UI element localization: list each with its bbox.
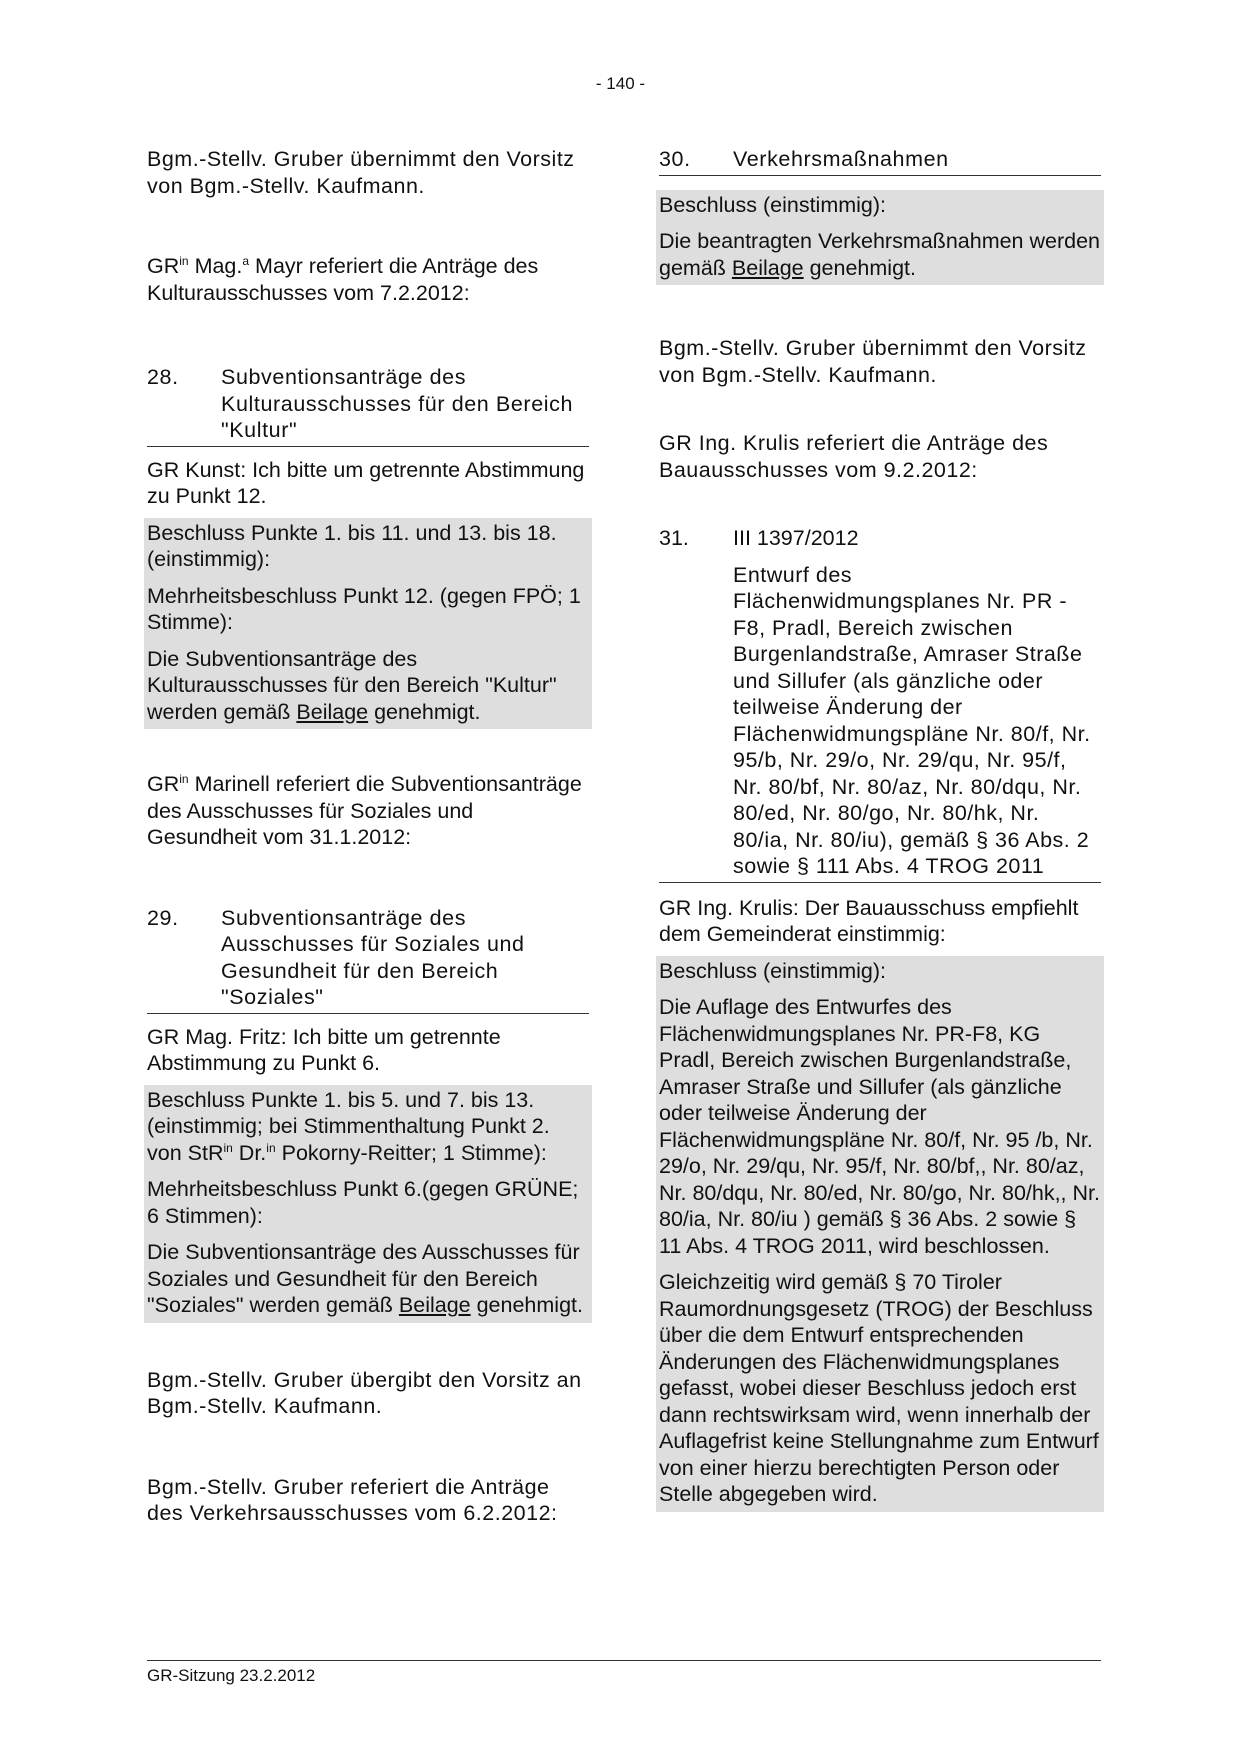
rapporteur-paragraph: Bgm.-Stellv. Gruber referiert die Anträge des Verkehrsausschusses vom 6.2.2012: bbox=[147, 1474, 558, 1525]
resolution-box bbox=[144, 1085, 592, 1323]
item-reference: III 1397/2012 bbox=[733, 526, 859, 550]
left-column bbox=[147, 146, 589, 1527]
page-number: - 140 - bbox=[595, 74, 646, 93]
chair-change-paragraph: Bgm.-Stellv. Gruber übernimmt den Vorsitz von Bgm.-Stellv. Kaufmann. bbox=[659, 336, 1087, 387]
resolution-text: Beschluss Punkte 1. bis 11. und 13. bis 18. (einstimmig): bbox=[147, 520, 557, 571]
resolution-text: Beschluss (einstimmig): bbox=[659, 192, 886, 217]
resolution-body: Die Subventionsanträge des Ausschusses für Soziales und Gesundheit für den Bereich "Soziales" werden gemäß Beilage genehmigt. bbox=[147, 1240, 583, 1317]
resolution-body: Die beantragten Verkehrsmaßnahmen werden gemäß Beilage genehmigt. bbox=[659, 229, 1101, 280]
footer: GR-Sitzung 23.2.2012 bbox=[147, 1666, 316, 1685]
item-number: 31. bbox=[659, 526, 689, 550]
majority-resolution-text: Mehrheitsbeschluss Punkt 6.(gegen GRÜNE; 6 Stimmen): bbox=[147, 1177, 579, 1228]
item-title: Subventionsanträge des Kulturausschusses für den Bereich "Kultur" bbox=[221, 365, 574, 442]
heading-rule bbox=[659, 882, 1101, 883]
rapporteur-paragraph: $GR^{in}$ Marinell referiert die Subventionsanträge des Ausschusses für Soziales und Gesundheit vom 31.1.2012: bbox=[147, 771, 582, 849]
beilage-link[interactable]: Beilage bbox=[398, 1293, 471, 1317]
resolution-body: Die Auflage des Entwurfes des Flächenwidmungsplanes Nr. PR-F8, KG Pradl, Bereich zwischen Burgenlandstraße, Amraser Straße und Sillufer (als gänzliche oder teilweise Änderung der Flächenwidmungspläne Nr. 80/f, Nr. 95 /b, Nr. 29/o, Nr. 29/qu, Nr. 95/f, Nr. 80/bf,, Nr. 80/az, Nr. 80/dqu, Nr. 80/ed, Nr. 80/go, Nr. 80/hk,, Nr. 80/ia, Nr. 80/iu ) gemäß § 36 Abs. 2 sowie § 11 Abs. 4 TROG 2011, wird beschlossen. bbox=[659, 995, 1100, 1258]
resolution-body-2: Gleichzeitig wird gemäß § 70 Tiroler Raumordnungsgesetz (TROG) der Beschluss über die dem Entwurf entsprechenden Änderungen des Flächenwidmungsplanes gefasst, wobei dieser Beschluss jedoch erst dann rechtswirksam wird, wenn innerhalb der Auflagefrist keine Stellungnahme zum Entwurf von einer hierzu berechtigten Person oder Stelle abgegeben wird. bbox=[659, 1270, 1099, 1506]
resolution-box bbox=[656, 190, 1104, 286]
item-number: 28. bbox=[147, 365, 179, 389]
item-title: Verkehrsmaßnahmen bbox=[733, 147, 949, 171]
item-28-heading bbox=[147, 364, 589, 447]
item-30-heading bbox=[659, 146, 1101, 176]
item-number: 30. bbox=[659, 147, 691, 171]
rapporteur-paragraph: GR Ing. Krulis referiert die Anträge des Bauausschusses vom 9.2.2012: bbox=[659, 431, 1049, 482]
rapporteur-paragraph: $GR^{in}$ Mag.$^a$ Mayr referiert die Anträge des Kulturausschusses vom 7.2.2012: bbox=[147, 253, 539, 305]
resolution-body: Die Subventionsanträge des Kulturausschusses für den Bereich "Kultur" werden gemäß Beilage genehmigt. bbox=[147, 646, 557, 724]
statement-paragraph: GR Mag. Fritz: Ich bitte um getrennte Abstimmung zu Punkt 6. bbox=[147, 1024, 501, 1075]
statement-paragraph: GR Kunst: Ich bitte um getrennte Abstimmung zu Punkt 12. bbox=[147, 457, 585, 508]
resolution-box bbox=[656, 956, 1104, 1512]
beilage-link[interactable]: Beilage bbox=[296, 699, 369, 724]
item-31-heading bbox=[659, 525, 1101, 552]
beilage-link[interactable]: Beilage bbox=[731, 255, 804, 280]
majority-resolution-text: Mehrheitsbeschluss Punkt 12. (gegen FPÖ; 1 Stimme): bbox=[147, 583, 581, 634]
chair-change-paragraph: Bgm.-Stellv. Gruber übernimmt den Vorsitz von Bgm.-Stellv. Kaufmann. bbox=[147, 147, 575, 198]
item-title: Entwurf des Flächenwidmungsplanes Nr. PR - F8, Pradl, Bereich zwischen Burgenlandstraße, Amraser Straße und Sillufer (als gänzliche oder teilweise Änderung der Flächenwidmungspläne Nr. 80/f, Nr. 95/b, Nr. 29/o, Nr. 29/qu, Nr. 95/f, Nr. 80/bf, Nr. 80/az, Nr. 80/dqu, Nr. 80/ed, Nr. 80/go, Nr. 80/hk, Nr. 80/ia, Nr. 80/iu), gemäß § 36 Abs. 2 sowie § 111 Abs. 4 TROG 2011 bbox=[733, 562, 1091, 878]
chair-handover-paragraph: Bgm.-Stellv. Gruber übergibt den Vorsitz an Bgm.-Stellv. Kaufmann. bbox=[147, 1367, 582, 1418]
statement-paragraph: GR Ing. Krulis: Der Bauausschuss empfiehlt dem Gemeinderat einstimmig: bbox=[659, 895, 1079, 946]
resolution-text: Beschluss Punkte 1. bis 5. und 7. bis 13. (einstimmig; bei Stimmenthaltung Punkt 2. von StR$^{in}$ Dr.$^{in}$ Pokorny-Reitter; 1 Stimme): bbox=[147, 1087, 550, 1165]
item-29-heading bbox=[147, 905, 589, 1014]
item-31-title-block bbox=[733, 562, 1101, 883]
resolution-text: Beschluss (einstimmig): bbox=[659, 958, 886, 983]
item-number: 29. bbox=[147, 905, 179, 930]
item-title: Subventionsanträge des Ausschusses für Soziales und Gesundheit für den Bereich "Soziales" bbox=[221, 905, 525, 1009]
resolution-box bbox=[144, 518, 592, 730]
footer-rule bbox=[147, 1660, 1101, 1661]
right-column bbox=[659, 146, 1101, 1512]
